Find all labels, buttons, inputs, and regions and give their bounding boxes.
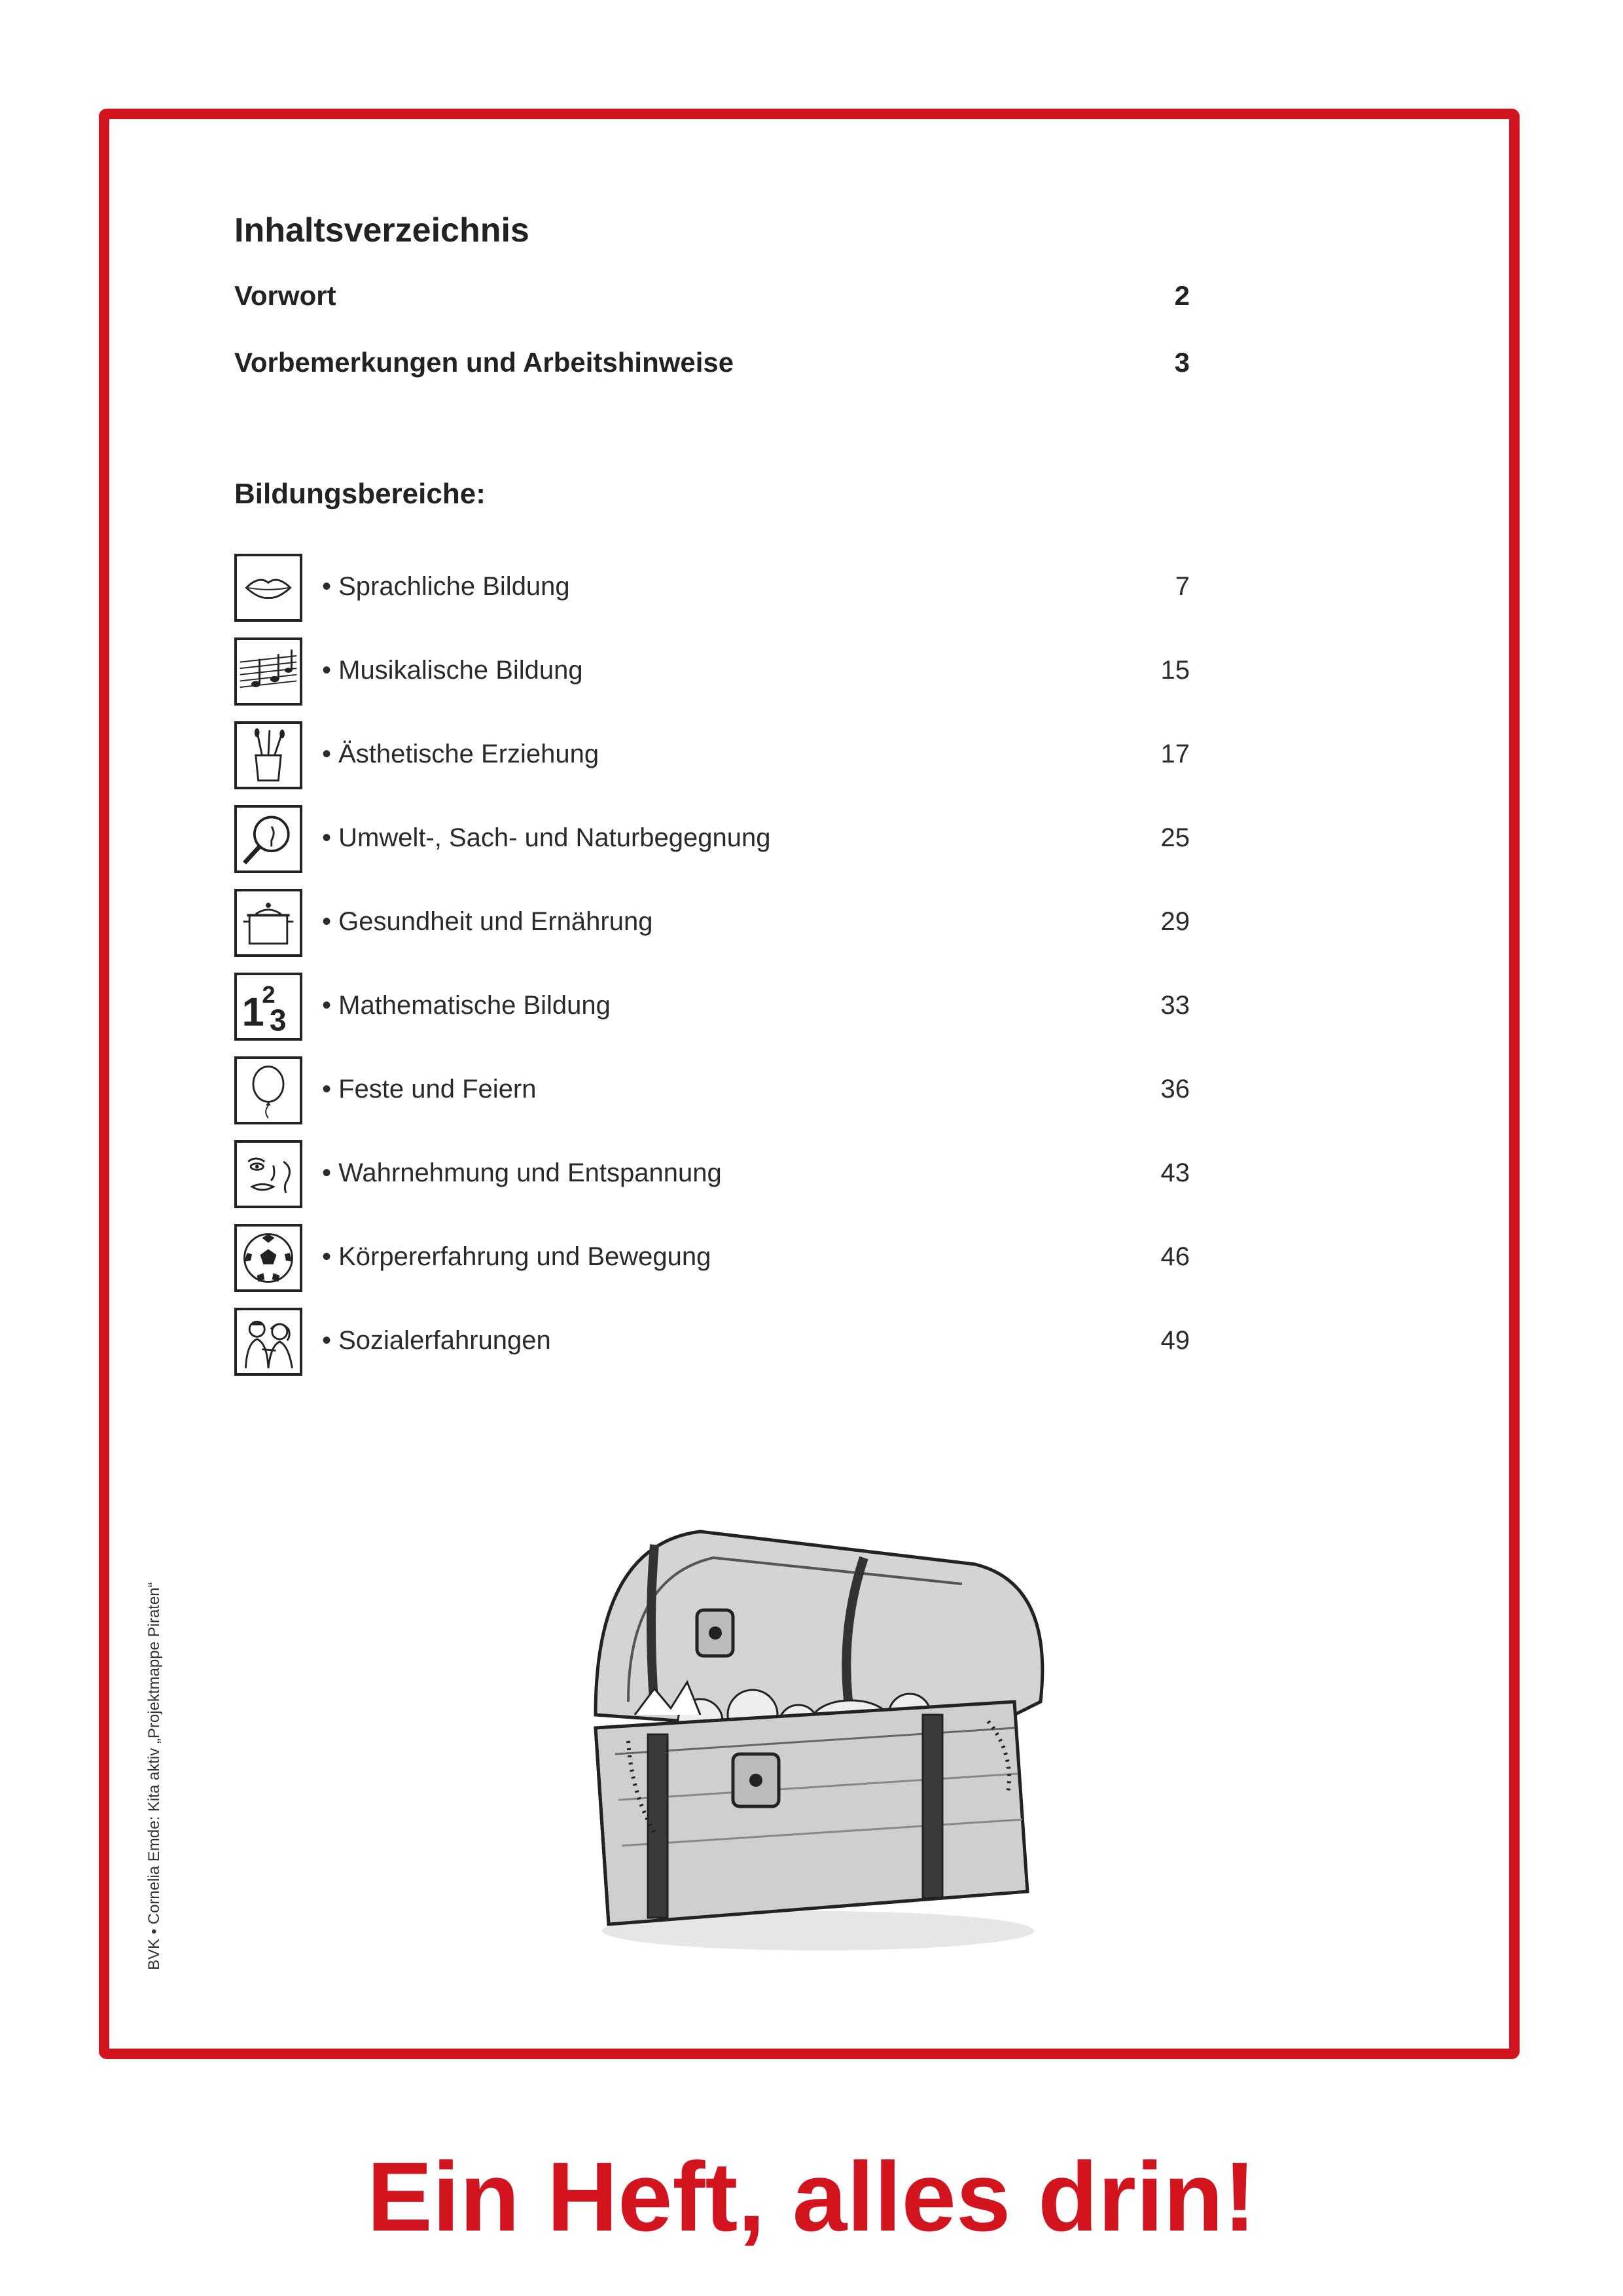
section-heading: Bildungsbereiche:	[234, 478, 486, 510]
toc-entry-page: 7	[1175, 572, 1190, 601]
soccer-ball-icon	[234, 1224, 302, 1292]
toc-entry-page: 29	[1160, 907, 1190, 936]
toc-entry-label: • Musikalische Bildung	[322, 656, 583, 685]
balloon-icon	[234, 1056, 302, 1124]
numbers-123-icon	[234, 973, 302, 1041]
toc-entry-vorbemerkungen[interactable]	[234, 347, 1190, 378]
toc-entry-page: 36	[1160, 1075, 1190, 1103]
cooking-pot-icon	[234, 889, 302, 957]
toc-entry-label: • Sozialerfahrungen	[322, 1326, 551, 1355]
toc-entry-page: 15	[1160, 656, 1190, 685]
treasure-chest-illustration	[556, 1505, 1067, 1964]
toc-entry-label: • Körpererfahrung und Bewegung	[322, 1242, 711, 1271]
brush-cup-icon	[234, 721, 302, 789]
toc-entry-label: Vorwort	[234, 280, 336, 311]
toc-entry-page: 25	[1160, 823, 1190, 852]
toc-entry-sprachliche-bildung[interactable]	[234, 554, 1190, 622]
toc-entry-label: • Ästhetische Erziehung	[322, 740, 599, 768]
music-notes-icon	[234, 637, 302, 706]
toc-entry-page: 3	[1174, 347, 1190, 378]
svg-text:1: 1	[241, 989, 264, 1035]
toc-entry-aesthetische-erziehung[interactable]	[234, 721, 1190, 789]
toc-entry-musikalische-bildung[interactable]	[234, 637, 1190, 706]
children-icon	[234, 1308, 302, 1376]
svg-text:3: 3	[269, 1003, 287, 1037]
toc-entry-label: • Sprachliche Bildung	[322, 572, 570, 601]
toc-entry-feste[interactable]	[234, 1056, 1190, 1124]
toc-entry-page: 17	[1160, 740, 1190, 768]
svg-text:2: 2	[262, 981, 276, 1009]
credit-line: BVK • Cornelia Emde: Kita aktiv „Projektmappe Piraten“	[145, 1582, 163, 1970]
toc-entry-label: • Wahrnehmung und Entspannung	[322, 1158, 722, 1187]
toc-entry-label: Vorbemerkungen und Arbeitshinweise	[234, 347, 734, 378]
slogan: Ein Heft, alles drin!	[366, 2142, 1257, 2251]
toc-entry-mathematische-bildung[interactable]	[234, 973, 1190, 1041]
toc-title: Inhaltsverzeichnis	[234, 211, 529, 249]
toc-entry-page: 2	[1174, 280, 1190, 311]
toc-entry-sozialerfahrungen[interactable]	[234, 1308, 1190, 1376]
magnifier-icon	[234, 805, 302, 873]
toc-entry-page: 33	[1160, 991, 1190, 1020]
toc-entry-koerpererfahrung[interactable]	[234, 1224, 1190, 1292]
toc-entry-label: • Gesundheit und Ernährung	[322, 907, 653, 936]
toc-entry-wahrnehmung[interactable]	[234, 1140, 1190, 1208]
toc-entry-label: • Feste und Feiern	[322, 1075, 537, 1103]
toc-entry-umwelt[interactable]	[234, 805, 1190, 873]
toc-entry-page: 46	[1160, 1242, 1190, 1271]
toc-entry-gesundheit[interactable]	[234, 889, 1190, 957]
toc-entry-page: 49	[1160, 1326, 1190, 1355]
toc-entry-label: • Mathematische Bildung	[322, 991, 611, 1020]
toc-entry-label: • Umwelt-, Sach- und Naturbegegnung	[322, 823, 771, 852]
toc-entry-vorwort[interactable]	[234, 280, 1190, 312]
lips-icon	[234, 554, 302, 622]
face-senses-icon	[234, 1140, 302, 1208]
toc-entry-page: 43	[1160, 1158, 1190, 1187]
